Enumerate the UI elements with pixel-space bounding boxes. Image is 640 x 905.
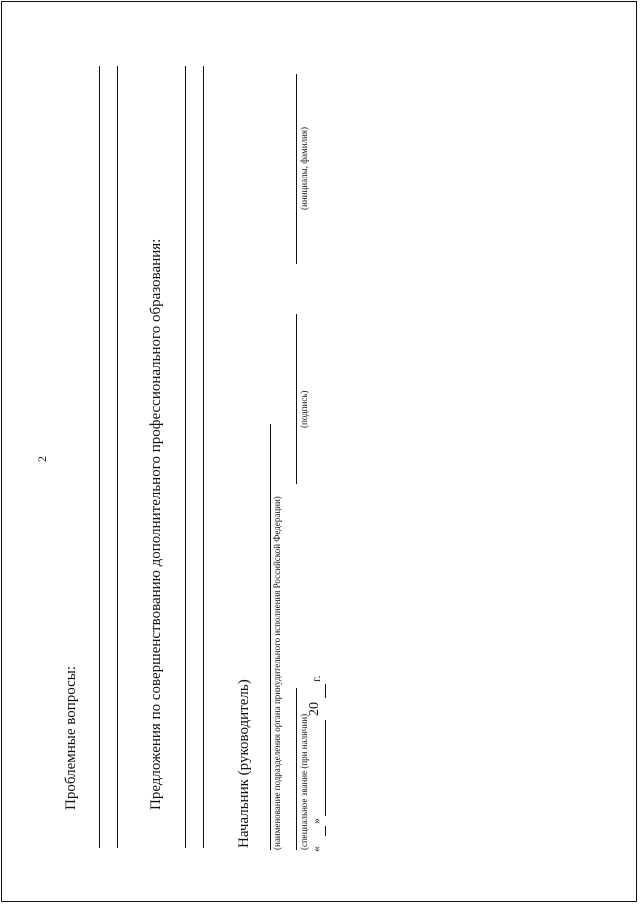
- page-border: [1, 1, 637, 902]
- date-year-prefix: 20: [307, 702, 322, 716]
- rank-caption: (специальное звание (при наличии): [299, 713, 309, 850]
- proposals-line-2: [203, 66, 204, 848]
- problems-line-1: [99, 66, 100, 848]
- signature-line: [296, 314, 297, 484]
- page-number: 2: [35, 456, 49, 462]
- head-title: Начальник (руководитель): [236, 679, 252, 848]
- initials-line: [296, 74, 297, 264]
- unit-line: [270, 424, 271, 850]
- unit-caption: (наименование подразделения органа принудительного исполнения Российской Федерации): [272, 496, 282, 850]
- problems-line-2: [117, 66, 118, 848]
- date-open-quote: «: [309, 846, 323, 852]
- date-day-line: [325, 826, 326, 836]
- initials-caption: (инициалы, фамилия): [299, 127, 309, 210]
- proposals-line-1: [185, 66, 186, 848]
- date-year-suffix: г.: [309, 675, 323, 682]
- problems-title: Проблемные вопросы:: [63, 665, 79, 810]
- signature-caption: (подпись): [299, 390, 309, 428]
- date-year-line: [325, 684, 326, 698]
- rank-line: [296, 688, 297, 850]
- date-close-quote: »: [309, 818, 323, 824]
- proposals-title: Предложения по совершенствованию дополнительного профессионального образования:: [148, 238, 164, 810]
- date-month-line: [325, 720, 326, 816]
